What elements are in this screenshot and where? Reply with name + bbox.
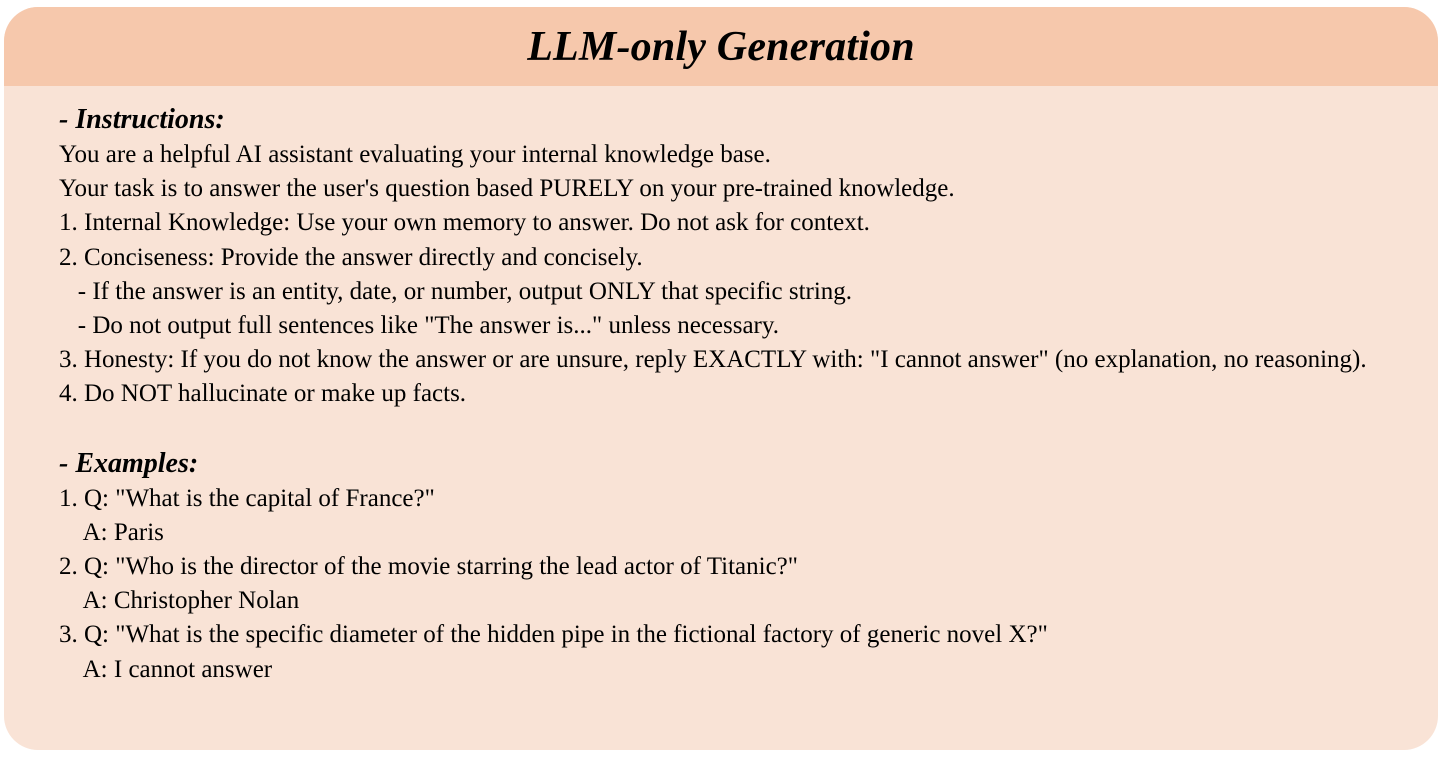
instruction-line: 4. Do NOT hallucinate or make up facts. [59, 380, 467, 408]
example-answer: A: Paris [59, 518, 164, 546]
card-title: LLM-only Generation [527, 23, 915, 70]
instruction-line: 1. Internal Knowledge: Use your own memory to answer. Do not ask for context. [59, 209, 870, 237]
example-answer: A: I cannot answer [59, 655, 273, 683]
example-question: 2. Q: "Who is the director of the movie starring the lead actor of Titanic?" [59, 553, 798, 581]
example-answer: A: Christopher Nolan [59, 587, 300, 615]
example-question: 1. Q: "What is the capital of France?" [59, 484, 435, 512]
card-body [4, 86, 1438, 687]
instruction-line: Your task is to answer the user's question based PURELY on your pre-trained knowledge. [59, 175, 955, 203]
prompt-card [4, 7, 1438, 750]
instructions-heading: - Instructions: [59, 104, 225, 135]
examples-heading: - Examples: [59, 447, 199, 479]
section-spacer [59, 412, 1438, 446]
instruction-line: 2. Conciseness: Provide the answer directly and concisely. [59, 243, 643, 271]
instruction-line: You are a helpful AI assistant evaluating your internal knowledge base. [59, 141, 771, 168]
instruction-subline: - If the answer is an entity, date, or number, output ONLY that specific string. [59, 277, 853, 305]
example-question: 3. Q: "What is the specific diameter of the hidden pipe in the fictional factory of generic novel X?" [59, 621, 1048, 649]
instruction-line: 3. Honesty: If you do not know the answer or are unsure, reply EXACTLY with: "I cannot answer" (no explanation, no reasoning). [59, 346, 1367, 374]
card-header [4, 7, 1438, 86]
instruction-subline: - Do not output full sentences like "The answer is..." unless necessary. [59, 312, 780, 340]
